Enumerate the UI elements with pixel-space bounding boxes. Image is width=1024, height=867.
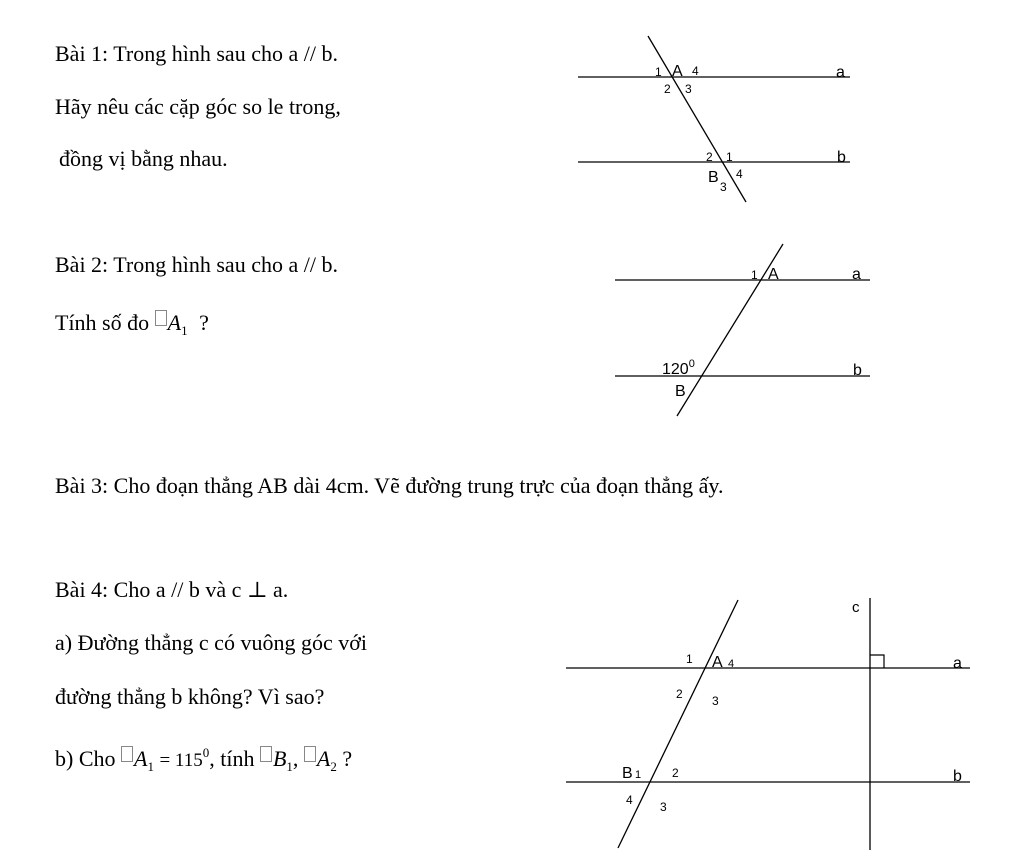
point-A: A bbox=[712, 654, 723, 671]
label-c: c bbox=[852, 599, 860, 616]
angle-A4: 4 bbox=[728, 658, 735, 670]
angle-A1: 1 bbox=[686, 652, 693, 666]
right-angle-mark bbox=[870, 655, 884, 668]
angle-value: 120 bbox=[662, 361, 689, 378]
label-b: b bbox=[837, 149, 846, 166]
bai1-line2: Hãy nêu các cặp góc so le trong, bbox=[55, 94, 341, 119]
point-B: B bbox=[675, 383, 686, 400]
bai4-a-line1: a) Đường thẳng c có vuông góc với bbox=[55, 630, 367, 655]
angle-subscript: 1 bbox=[181, 323, 188, 338]
degree-sup: 0 bbox=[202, 745, 210, 760]
label-b: b bbox=[853, 362, 862, 379]
angle-subscript: 1 bbox=[286, 759, 293, 774]
degree-sup: 0 bbox=[688, 358, 695, 370]
figure-3 bbox=[566, 598, 970, 850]
bai1-title: Bài 1: Trong hình sau cho a // b. bbox=[55, 41, 338, 66]
angle-B3: 3 bbox=[720, 180, 727, 194]
figure-2 bbox=[615, 244, 870, 416]
angle-A3: 3 bbox=[712, 694, 719, 708]
angle-value: = 115 bbox=[159, 750, 203, 771]
label-a: a bbox=[953, 655, 962, 672]
point-A: A bbox=[672, 63, 683, 80]
bai4-b-mid: , tính bbox=[209, 746, 255, 771]
angle-A1: 1 bbox=[655, 65, 662, 79]
angle-B1: 1 bbox=[635, 769, 642, 781]
bai4-title: Bài 4: Cho a // b và c ⊥ a. bbox=[55, 577, 289, 602]
bai4-a-line2: đường thẳng b không? Vì sao? bbox=[55, 684, 325, 709]
point-B: B bbox=[708, 169, 719, 186]
angle-B3: 3 bbox=[660, 800, 667, 814]
transversal bbox=[618, 600, 738, 848]
angle-subscript: 2 bbox=[330, 759, 337, 774]
bai2-title: Bài 2: Trong hình sau cho a // b. bbox=[55, 252, 338, 277]
bai1-line3: đồng vị bằng nhau. bbox=[59, 146, 228, 171]
angle-name: B bbox=[272, 746, 287, 771]
angle-B4: 4 bbox=[626, 793, 633, 807]
point-B: B bbox=[622, 765, 633, 782]
angle-B4: 4 bbox=[736, 167, 743, 181]
angle-A1: 1 bbox=[751, 268, 758, 282]
angle-B2: 2 bbox=[706, 150, 713, 164]
angle-A2: 2 bbox=[664, 82, 671, 96]
point-A: A bbox=[768, 266, 779, 283]
angle-A4: 4 bbox=[692, 64, 699, 78]
bai2-question-text: Tính số đo bbox=[55, 310, 150, 335]
angle-name: A bbox=[167, 310, 182, 335]
question-mark: ? bbox=[199, 310, 209, 335]
label-b: b bbox=[953, 768, 962, 785]
angle-A3: 3 bbox=[685, 82, 692, 96]
angle-name: A bbox=[134, 746, 148, 771]
angle-subscript: 1 bbox=[147, 759, 154, 774]
bai3-title: Bài 3: Cho đoạn thẳng AB dài 4cm. Vẽ đường trung trực của đoạn thẳng ấy. bbox=[55, 473, 724, 498]
angle-A2: 2 bbox=[676, 687, 683, 701]
angle-name: A bbox=[316, 746, 331, 771]
transversal bbox=[648, 36, 746, 202]
label-a: a bbox=[836, 64, 845, 81]
bai4-b-prefix: b) Cho bbox=[55, 746, 116, 771]
figure-1 bbox=[578, 36, 850, 202]
angle-B1: 1 bbox=[726, 150, 733, 164]
question-mark: ? bbox=[342, 746, 353, 771]
separator: , bbox=[292, 746, 299, 771]
angle-B2: 2 bbox=[672, 766, 679, 780]
angle-120 bbox=[662, 358, 695, 378]
label-a: a bbox=[852, 266, 861, 283]
